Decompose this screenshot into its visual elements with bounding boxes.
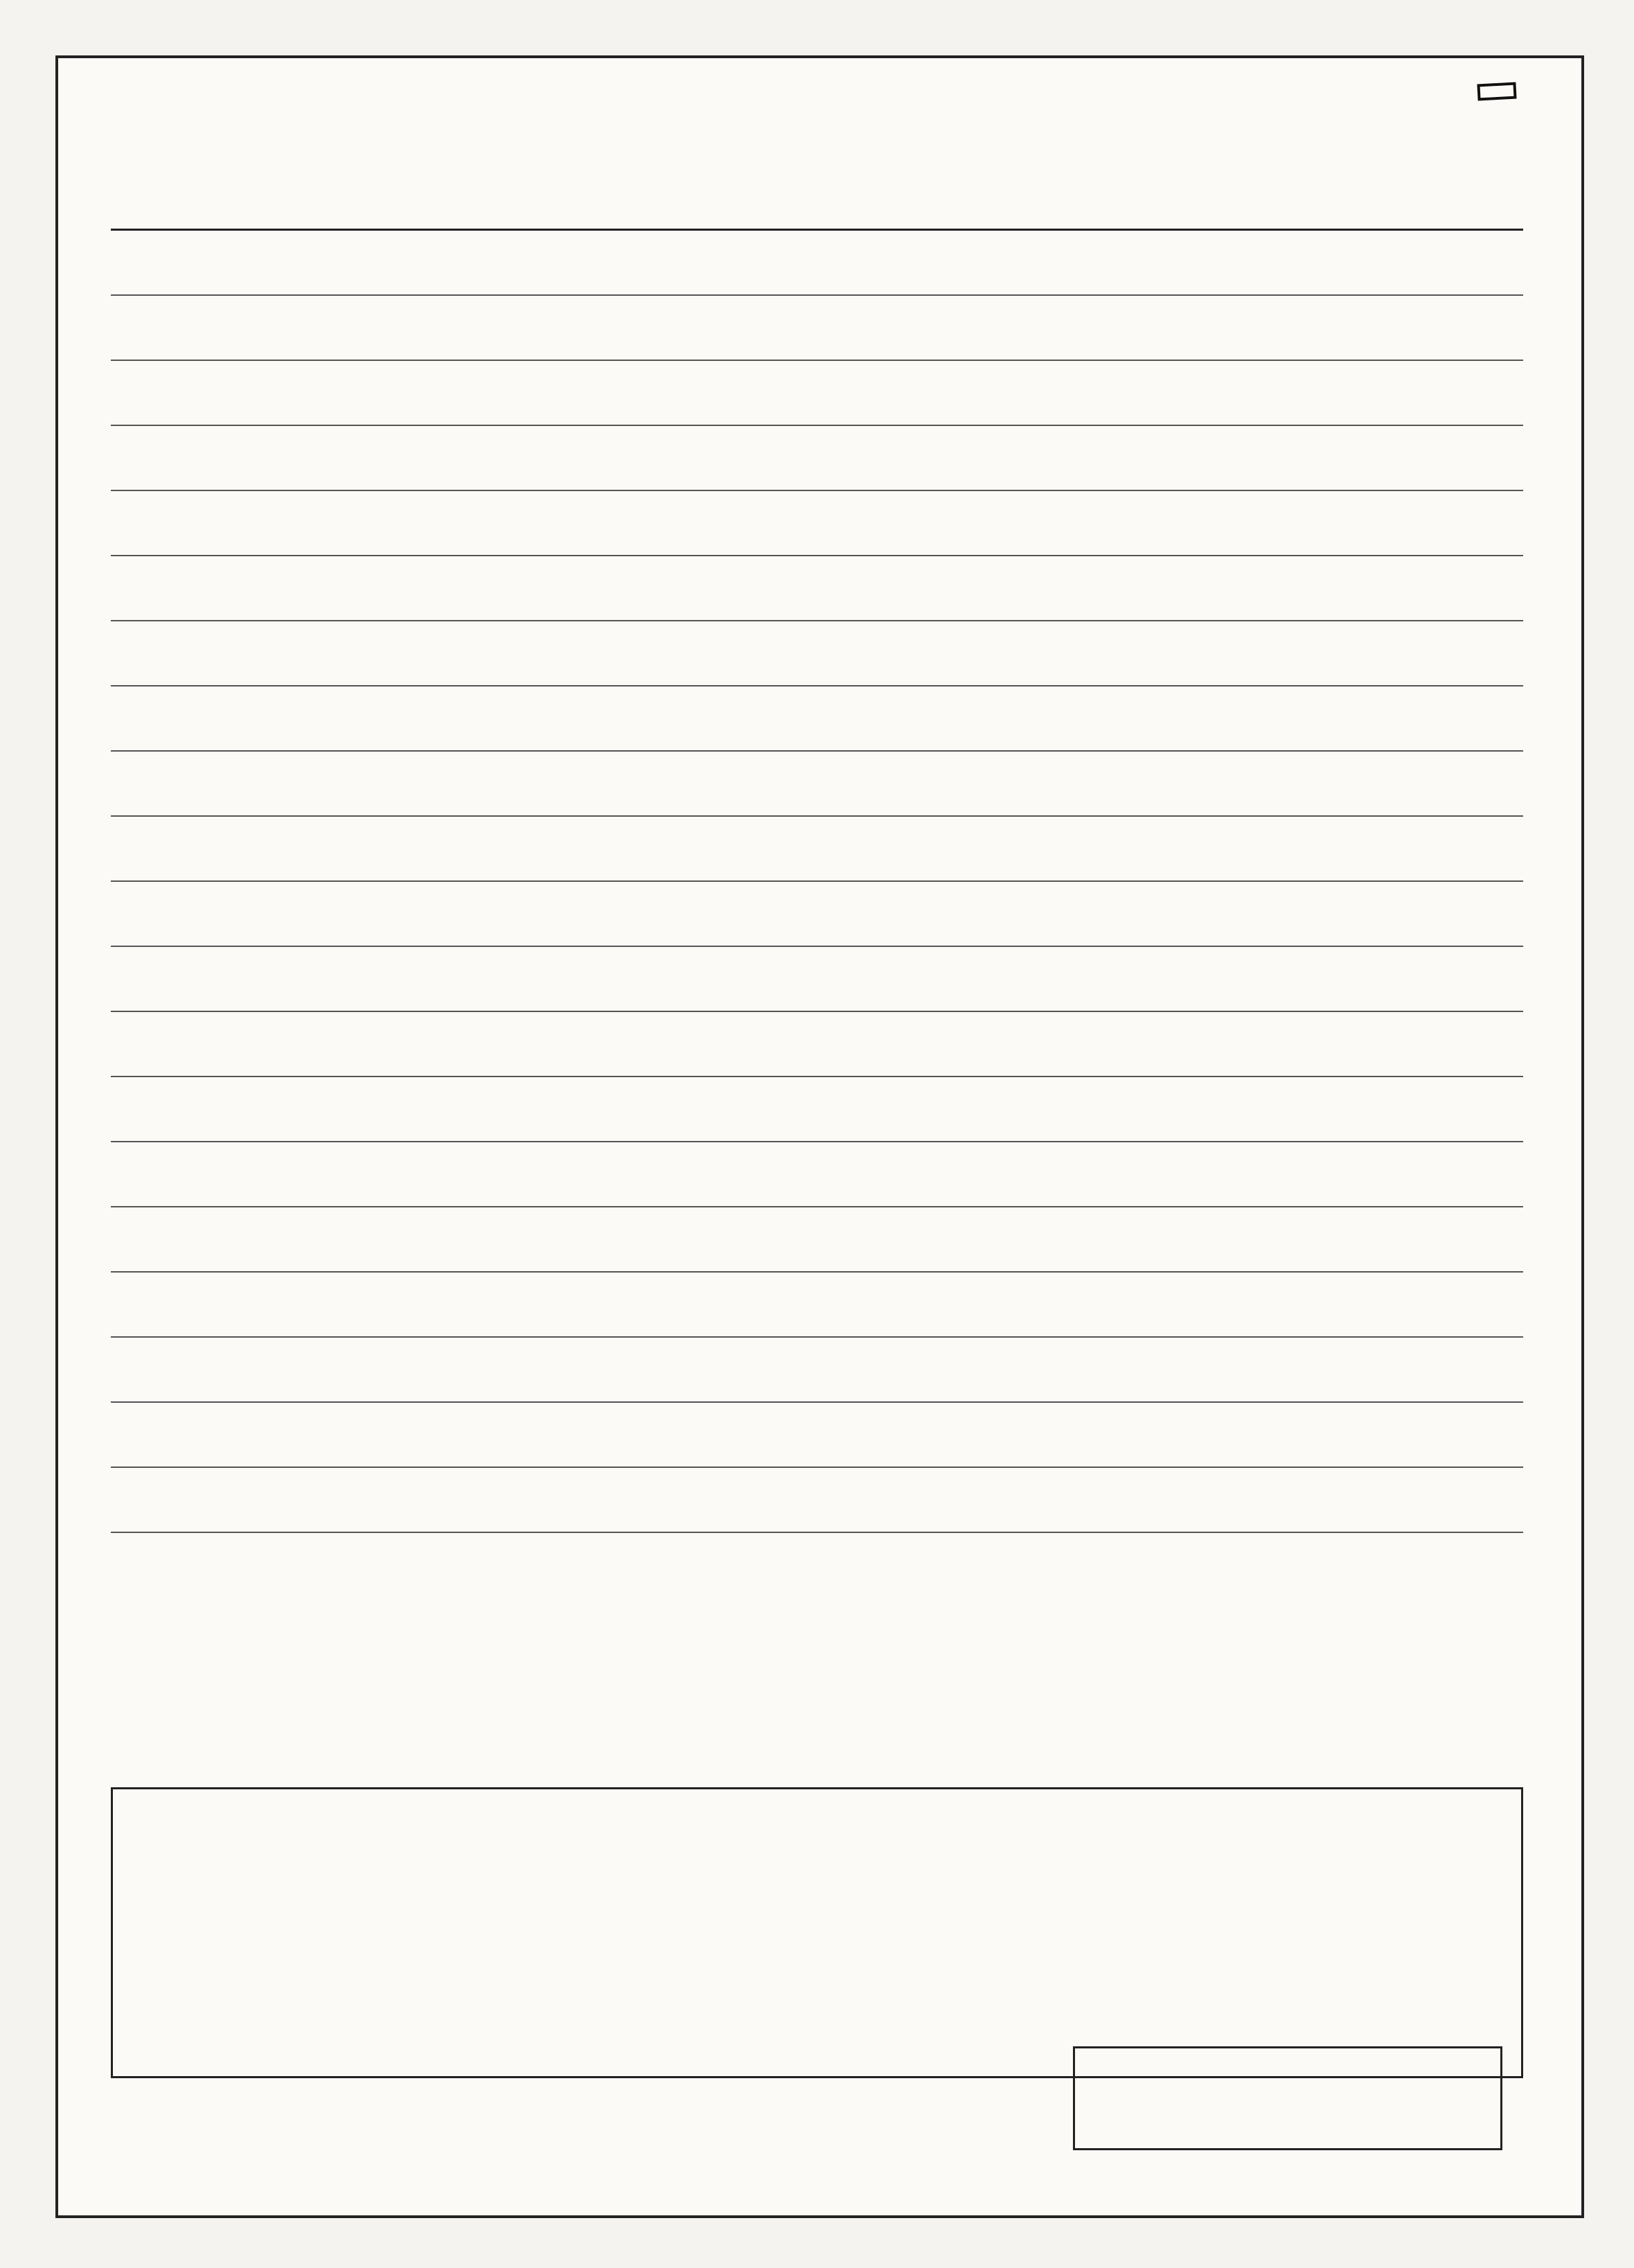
field-value (483, 289, 1523, 294)
form-field-row (111, 1012, 1523, 1077)
field-value (483, 680, 1523, 685)
form-field-row (111, 1077, 1523, 1142)
field-value (483, 1331, 1523, 1336)
field-value (483, 1135, 1523, 1141)
field-value (483, 614, 1523, 620)
field-value (483, 1526, 1523, 1532)
form-field-row (111, 686, 1523, 752)
form-field-row (111, 1207, 1523, 1273)
notes-box (111, 1787, 1523, 2078)
field-value (483, 1005, 1523, 1011)
field-value (483, 1396, 1523, 1401)
form-field-row (111, 231, 1523, 296)
field-value (483, 1266, 1523, 1271)
field-value (483, 419, 1523, 425)
field-value (483, 354, 1523, 360)
form-field-row (111, 361, 1523, 426)
form-field-row (111, 621, 1523, 686)
field-value (483, 1201, 1523, 1206)
signature-box (1073, 2046, 1502, 2150)
field-value (483, 875, 1523, 880)
form-field-row (111, 491, 1523, 556)
form-field-row (111, 752, 1523, 817)
form-fields (111, 229, 1523, 1533)
form-field-row (111, 426, 1523, 491)
field-value (483, 1461, 1523, 1467)
field-value (483, 1070, 1523, 1076)
field-value (483, 810, 1523, 815)
field-value (483, 745, 1523, 750)
field-value (483, 549, 1523, 555)
form-field-row (111, 882, 1523, 947)
form-field-row (111, 1403, 1523, 1468)
field-value (483, 484, 1523, 490)
form-field-row (111, 1338, 1523, 1403)
form-field-row (111, 817, 1523, 882)
form-field-row (111, 947, 1523, 1012)
field-value (483, 940, 1523, 946)
form-field-row (111, 1142, 1523, 1207)
document-stamp (1477, 82, 1516, 101)
form-field-row (111, 556, 1523, 621)
form-field-row (111, 1273, 1523, 1338)
form-field-row (111, 1468, 1523, 1533)
form-field-row (111, 296, 1523, 361)
